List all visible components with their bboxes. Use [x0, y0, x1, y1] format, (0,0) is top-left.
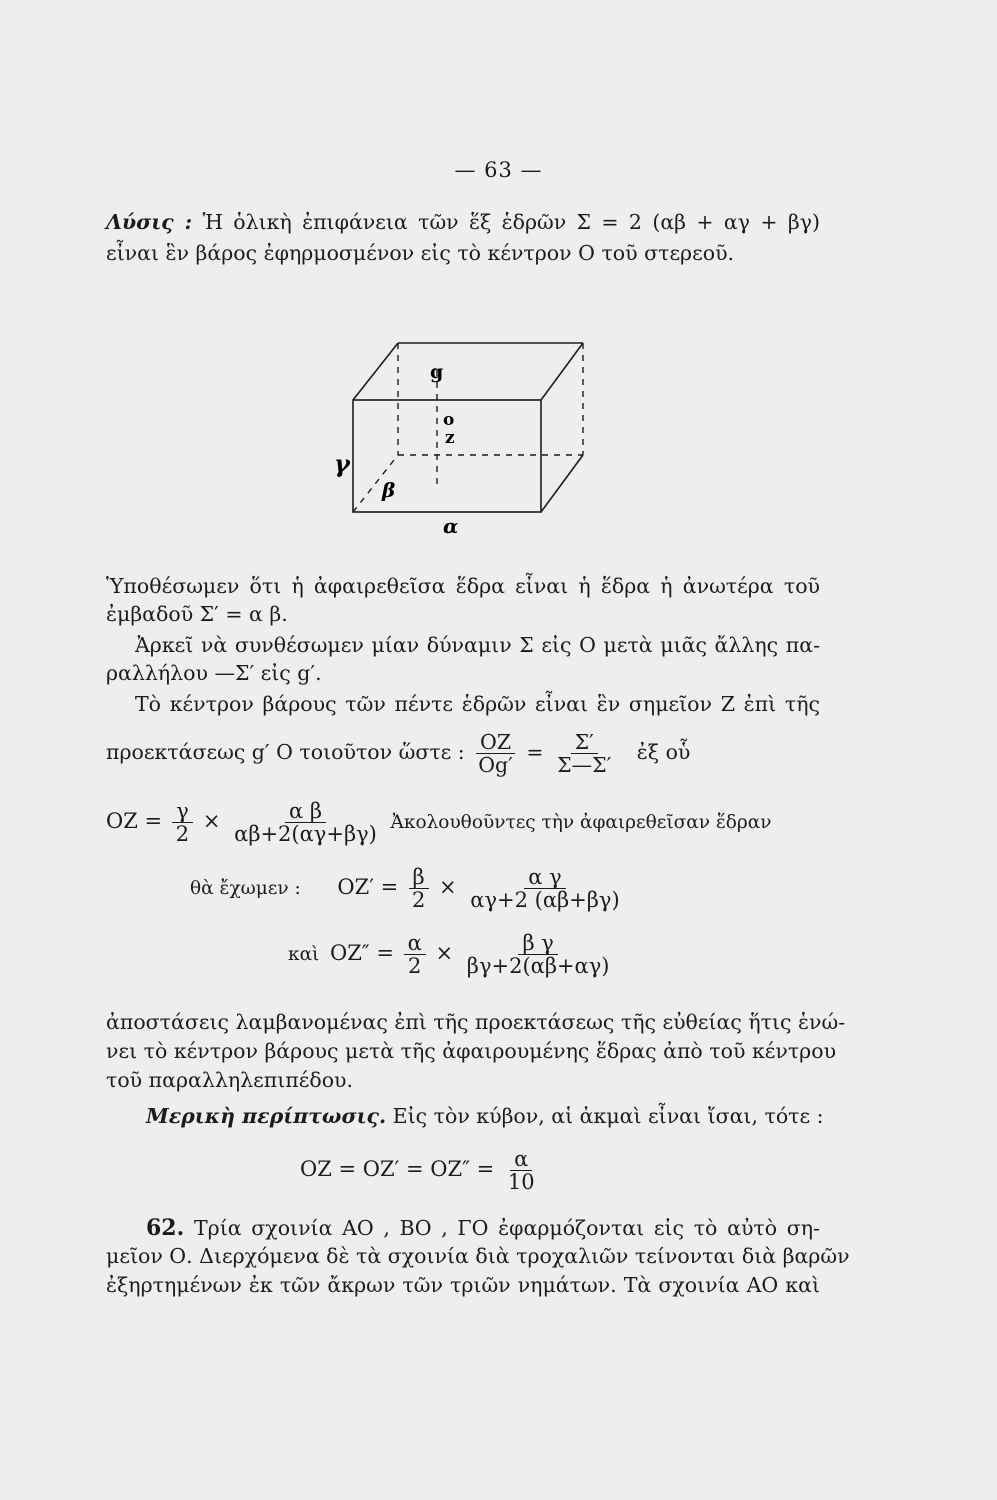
cube-fraction	[504, 1148, 539, 1193]
top-right-edge	[541, 343, 583, 400]
cube-lhs: OZ = OZ′ = OZ″ =	[300, 1157, 495, 1181]
solution-line-2: εἶναι ἓν βάρος ἐφηρμοσμένον εἰς τὸ κέντρον Ο τοῦ στερεοῦ.	[106, 241, 735, 265]
ratio-left-den: Og′	[478, 753, 513, 777]
oz-half-num: γ	[172, 800, 193, 823]
oz2-fraction	[463, 932, 614, 977]
oz1-half-num: β	[409, 866, 429, 889]
label-z: z	[445, 428, 455, 448]
cube-den: 10	[507, 1170, 535, 1194]
oz-half-den: 2	[175, 822, 190, 846]
solution-text-1: Ἡ ὁλικὴ ἐπιφάνεια τῶν ἕξ ἑδρῶν Σ = 2 (αβ + αγ + βγ)	[202, 210, 820, 234]
oz1-lhs: OZ′ =	[337, 875, 399, 899]
oz2-half-num: α	[404, 932, 426, 955]
oz-after: Ἀκολουθοῦντες τὴν ἀφαιρεθεῖσαν ἕδραν	[390, 812, 772, 833]
oz-times: ×	[202, 809, 221, 833]
label-alpha: α	[443, 514, 459, 538]
oz1-fraction	[466, 866, 623, 911]
oz1-den: αγ+2 (αβ+βγ)	[470, 888, 620, 912]
formula-oz1	[190, 866, 627, 911]
solution-heading: Λύσις :	[106, 210, 193, 234]
ratio-left-num: OZ	[476, 731, 515, 754]
paragraph-line-3: Ἀρκεῖ νὰ συνθέσωμεν μίαν δύναμιν Σ εἰς Ο μετὰ μιᾶς ἄλλης πα-	[135, 633, 820, 657]
top-left-edge	[353, 343, 398, 400]
formula-oz2	[288, 932, 616, 977]
oz-den: αβ+2(αγ+βγ)	[234, 822, 377, 846]
problem-line-1	[146, 1215, 820, 1241]
oz2-num: β γ	[518, 932, 557, 955]
oz-num: α β	[285, 800, 326, 823]
paragraph-line-5: Τὸ κέντρον βάρους τῶν πέντε ἑδρῶν εἶναι ἓν σημεῖον Ζ ἐπὶ τῆς	[135, 692, 820, 716]
oz-lhs: OZ =	[106, 809, 163, 833]
oz2-pre: καὶ	[288, 944, 320, 965]
paragraph2-line-1: ἀποστάσεις λαμβανομένας ἐπὶ τῆς προεκτάσεως τῆς εὐθείας ἥτις ἑνώ-	[106, 1010, 846, 1034]
formula-oz	[106, 800, 772, 845]
ratio-left-fraction	[474, 731, 517, 776]
page-number: — 63 —	[454, 158, 543, 182]
problem-number: 62.	[146, 1215, 185, 1241]
formula-cube	[300, 1148, 542, 1193]
special-case-text: Εἰς τὸν κύβον, αἱ ἀκμαὶ εἶναι ἴσαι, τότε :	[392, 1104, 824, 1128]
oz2-half	[404, 932, 426, 977]
oz-fraction	[230, 800, 381, 845]
cube-num: α	[510, 1148, 532, 1171]
ratio-right-fraction	[553, 731, 615, 776]
label-o: o	[443, 410, 455, 430]
oz2-lhs: OZ″ =	[330, 941, 394, 965]
bottom-right-edge	[541, 455, 583, 512]
label-beta: β	[382, 478, 396, 502]
paragraph-line-2: ἐμβαδοῦ Σ′ = α β.	[106, 602, 288, 626]
paragraph2-line-3: τοῦ παραλληλεπιπέδου.	[106, 1068, 354, 1092]
paragraph2-line-2: νει τὸ κέντρον βάρους μετὰ τῆς ἀφαιρουμένης ἕδρας ἀπὸ τοῦ κέντρου	[106, 1039, 837, 1063]
special-case-heading: Μερικὴ περίπτωσις.	[146, 1104, 387, 1128]
problem-line-3: ἐξηρτημένων ἐκ τῶν ἄκρων τῶν τριῶν νημάτων. Τὰ σχοινία ΑΟ καὶ	[106, 1273, 820, 1297]
ratio-right-den: Σ—Σ′	[557, 753, 612, 777]
ratio-eq: =	[526, 740, 544, 764]
problem-line-2: μεῖον Ο. Διερχόμενα δὲ τὰ σχοινία διὰ τροχαλιῶν τείνονται διὰ βαρῶν	[106, 1244, 850, 1268]
oz1-pre: θὰ ἔχωμεν :	[190, 878, 301, 899]
oz2-den: βγ+2(αβ+αγ)	[466, 954, 610, 978]
line6-suffix: ἐξ οὗ	[636, 740, 691, 764]
line6-prefix: προεκτάσεως g′ Ο τοιοῦτον ὥστε :	[106, 740, 465, 764]
paragraph-line-4: ραλλήλου —Σ′ εἰς g′.	[106, 661, 322, 685]
solution-line-1	[106, 209, 820, 235]
paragraph-line-1: Ὑποθέσωμεν ὅτι ἡ ἀφαιρεθεῖσα ἕδρα εἶναι ἡ ἕδρα ἡ ἀνωτέρα τοῦ	[106, 574, 820, 598]
oz2-times: ×	[435, 941, 454, 965]
label-gamma: γ	[334, 449, 350, 478]
hidden-depth-edge	[353, 455, 398, 512]
label-g: g	[430, 361, 444, 383]
oz1-half-den: 2	[411, 888, 426, 912]
ratio-right-num: Σ′	[571, 731, 598, 754]
oz1-times: ×	[439, 875, 457, 899]
oz-half	[172, 800, 193, 845]
oz1-num: α γ	[524, 866, 565, 889]
front-face	[353, 400, 541, 512]
paragraph-line-6	[106, 731, 690, 776]
oz2-half-den: 2	[408, 954, 422, 978]
oz1-half	[408, 866, 429, 911]
special-case-line	[146, 1103, 824, 1129]
problem-text-1: Τρία σχοινία ΑΟ , ΒΟ , ΓΟ ἐφαρμόζονται εἰς τὸ αὐτὸ ση-	[193, 1216, 820, 1240]
